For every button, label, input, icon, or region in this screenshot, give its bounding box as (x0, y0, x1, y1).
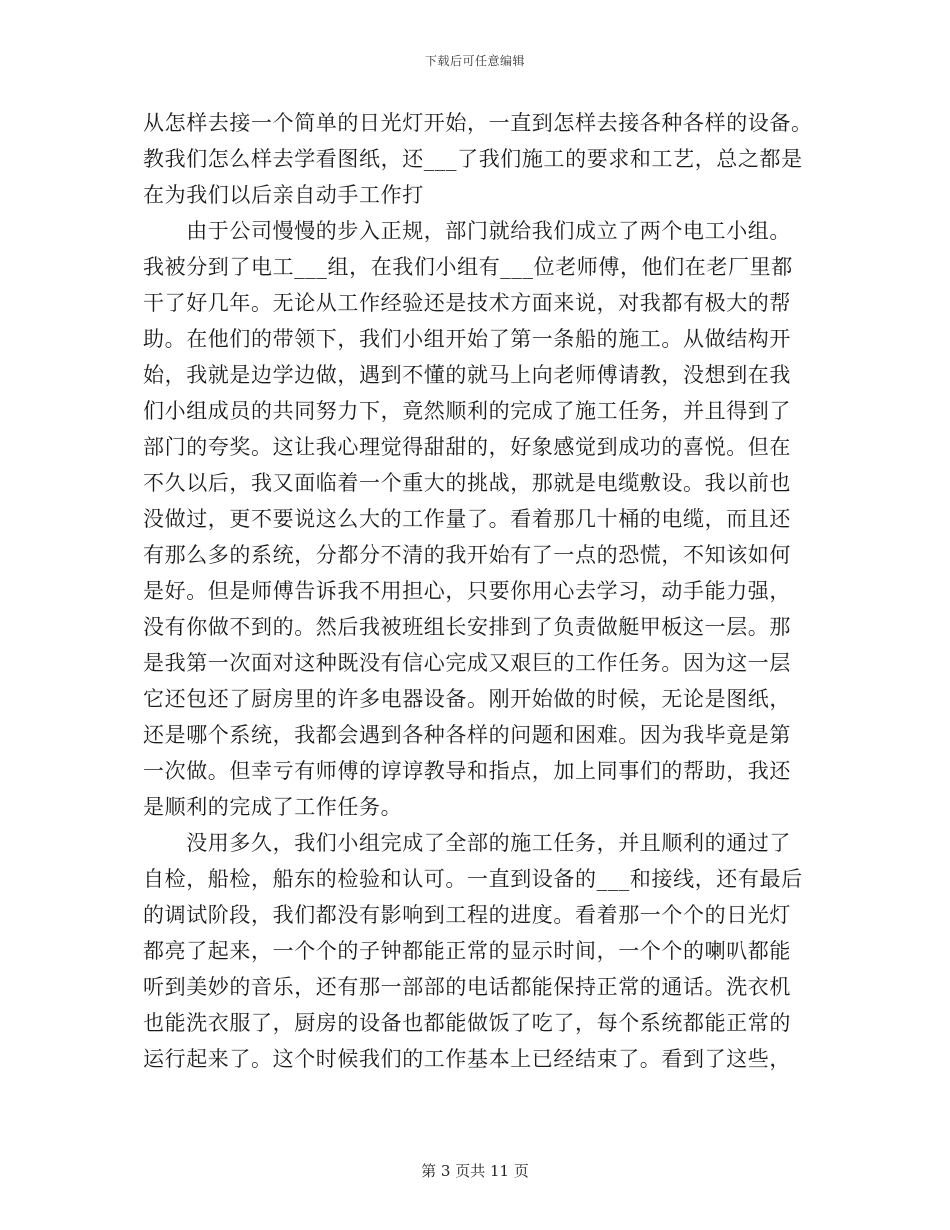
text-line: 教我们怎么样去学看图纸，还___了我们施工的要求和工艺，总之都是 (143, 147, 803, 171)
text-line: 运行起来了。这个时候我们的工作基本上已经结束了。看到了这些， (143, 1047, 791, 1071)
text-line: 是好。但是师傅告诉我不用担心，只要你用心去学习，动手能力强， (143, 579, 791, 603)
text-line: 由于公司慢慢的步入正规，部门就给我们成立了两个电工小组。 (143, 219, 791, 243)
text-line: 的调试阶段，我们都没有影响到工程的进度。看着那一个个的日光灯 (143, 903, 791, 927)
text-line: 自检，船检，船东的检验和认可。一直到设备的___和接线，还有最后 (143, 867, 803, 891)
text-line: 不久以后，我又面临着一个重大的挑战，那就是电缆敷设。我以前也 (143, 471, 791, 495)
text-line: 们小组成员的共同努力下，竟然顺利的完成了施工任务，并且得到了 (143, 399, 791, 423)
page-header: 下载后可任意编辑 (424, 54, 525, 68)
text-line: 还是哪个系统，我都会遇到各种各样的问题和困难。因为我毕竟是第 (143, 723, 791, 747)
text-line: 始，我就是边学边做，遇到不懂的就马上向老师傅请教，没想到在我 (143, 363, 791, 387)
page-number: 第 3 页共 11 页 (421, 1162, 529, 1180)
text-line: 没用多久，我们小组完成了全部的施工任务，并且顺利的通过了 (143, 831, 791, 855)
text-line: 是我第一次面对这种既没有信心完成又艰巨的工作任务。因为这一层 (143, 651, 791, 675)
text-line: 我被分到了电工___组，在我们小组有___位老师傅，他们在老厂里都 (143, 255, 793, 279)
text-line: 没有你做不到的。然后我被班组长安排到了负责做艇甲板这一层。那 (143, 615, 791, 639)
text-line: 一次做。但幸亏有师傅的谆谆教导和指点，加上同事们的帮助，我还 (143, 759, 791, 783)
text-line: 助。在他们的带领下，我们小组开始了第一条船的施工。从做结构开 (143, 327, 791, 351)
text-line: 部门的夸奖。这让我心理觉得甜甜的，好象感觉到成功的喜悦。但在 (143, 435, 791, 459)
text-line: 有那么多的系统，分都分不清的我开始有了一点的恐慌，不知该如何 (143, 543, 791, 567)
text-line: 从怎样去接一个简单的日光灯开始，一直到怎样去接各种各样的设备。 (143, 111, 813, 135)
text-line: 没做过，更不要说这么大的工作量了。看着那几十桶的电缆，而且还 (143, 507, 791, 531)
text-line: 干了好几年。无论从工作经验还是技术方面来说，对我都有极大的帮 (143, 291, 791, 315)
text-line: 听到美妙的音乐，还有那一部部的电话都能保持正常的通话。洗衣机 (143, 975, 791, 999)
text-line: 在为我们以后亲自动手工作打 (143, 183, 424, 207)
text-line: 也能洗衣服了，厨房的设备也都能做饭了吃了，每个系统都能正常的 (143, 1011, 791, 1035)
document-body (143, 105, 813, 1077)
text-line: 是顺利的完成了工作任务。 (143, 795, 403, 819)
text-line: 都亮了起来，一个个的子钟都能正常的显示时间，一个个的喇叭都能 (143, 939, 791, 963)
text-line: 它还包还了厨房里的许多电器设备。刚开始做的时候，无论是图纸， (143, 687, 791, 711)
